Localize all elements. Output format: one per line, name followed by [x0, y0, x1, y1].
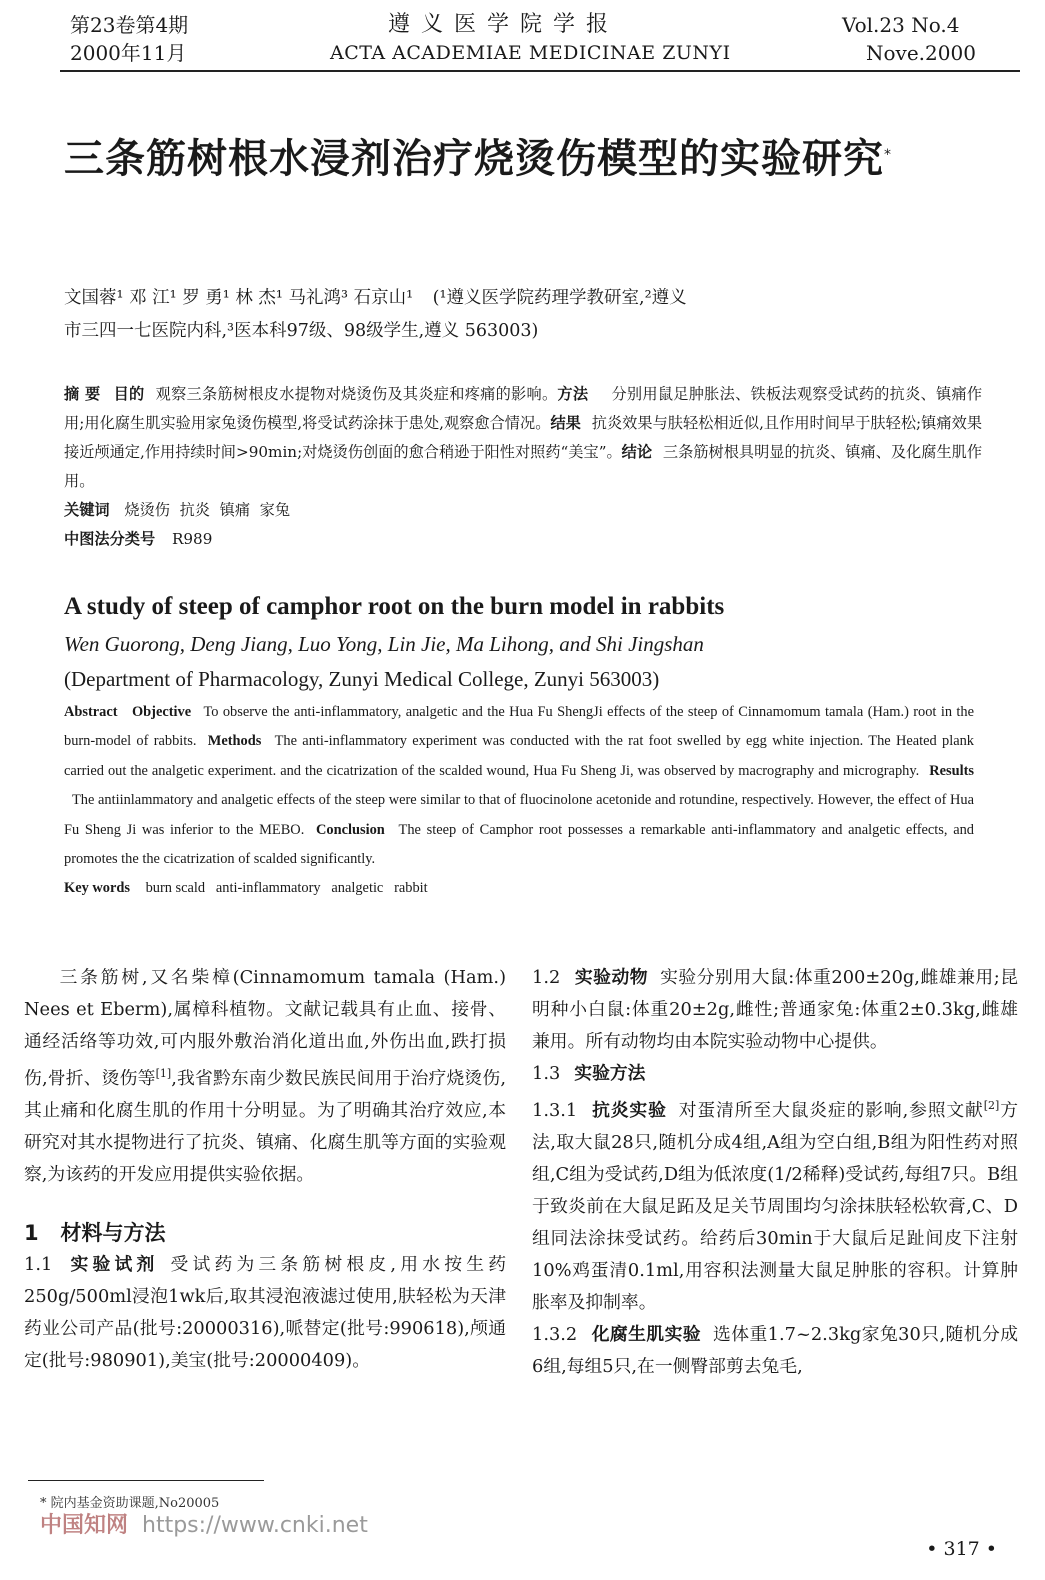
s13-title: 实验方法 [574, 1063, 646, 1084]
left-column [24, 962, 506, 1377]
section-1-3 [532, 1058, 1018, 1090]
en-methods-label: Methods [207, 733, 262, 750]
objective-label: 目的 [113, 385, 145, 403]
section-1-3-1 [532, 1090, 1018, 1319]
journal-title-cn: 遵 义 医 学 院 学 报 [388, 12, 610, 37]
title-footnote-marker: * [884, 147, 892, 163]
article-title [64, 132, 1004, 186]
s11-text: 受试药为三条筋树根皮,用水按生药250g/500ml浸泡1wk后,取其浸泡液滤过使用,肤轻松为天津药业公司产品(批号:20000316),哌替定(批号:990618),颅通定(批号:980901),美宝(批号:20000409)。 [24, 1253, 506, 1371]
s12-title: 实验动物 [574, 967, 649, 988]
s131-ref: [2] [983, 1099, 1000, 1112]
s12-text: 实验分别用大鼠:体重200±20g,雌雄兼用;昆明种小白鼠:体重20±2g,雌性;普通家兔:体重2±0.3kg,雌雄兼用。所有动物均由本院实验动物中心提供。 [532, 967, 1018, 1052]
footnote: * 院内基金资助课题,No20005 [40, 1496, 220, 1511]
conclusion-label: 结论 [621, 443, 653, 461]
intro-ref: [1] [155, 1067, 172, 1080]
s11-title: 实验试剂 [66, 1253, 159, 1275]
s132-title: 化腐生肌实验 [591, 1323, 702, 1345]
abstract-cn [64, 380, 982, 554]
keywords-label: 关键词 [64, 501, 110, 519]
date-en: Nove.2000 [866, 41, 976, 65]
page-number: • 317 • [926, 1538, 997, 1560]
section-1-1 [24, 1249, 506, 1377]
s11-number: 1.1 [24, 1253, 53, 1275]
en-conclusion-text: The steep of Camphor root possesses a remarkable anti-inflammatory and analgetic effects, and promotes the the cicatrization of scalded significantly. [64, 821, 974, 868]
en-objective-label: Objective [131, 704, 192, 720]
watermark-brand: 中国知网 [40, 1513, 129, 1538]
clc-label: 中图法分类号 [64, 530, 156, 548]
methods-label: 方法 [557, 385, 589, 403]
authors-line-2: 市三四一七医院内科,³医本科97级、98级学生,遵义 563003) [64, 321, 539, 341]
intro-paragraph [24, 962, 506, 1191]
en-abstract-label: Abstract [64, 704, 118, 720]
volume-issue-cn: 第23卷第4期 [70, 13, 189, 37]
en-keywords-text: burn scald anti-inflammatory analgetic rabbit [145, 880, 428, 897]
cnki-watermark [40, 1508, 368, 1539]
en-objective-text: To observe the anti-inflammatory, analgetic and the Hua Fu ShengJi effects of the steep of Cinnamomum tamala (Ham.) root in the burn-model of rabbits. [64, 704, 974, 750]
s131-text-b: 方法,取大鼠28只,随机分成4组,A组为空白组,B组为阳性药对照组,C组为受试药,D组为低浓度(1/2稀释)受试药,每组7只。B组于致炎前在大鼠足跖及足关节周围均匀涂抹肤轻松软膏,C、D组同法涂抹受试药。给药后30min于大鼠后足趾间皮下注射10%鸡蛋清0.1ml,用容积法测量大鼠足肿胀的容积。计算肿胀率及抑制率。 [532, 1099, 1018, 1313]
author-names: 文国蓉¹ 邓 江¹ 罗 勇¹ 林 杰¹ 马礼鸿³ 石京山¹ [64, 288, 414, 308]
intro-text-a: 三条筋树,又名柴樟(Cinnamomum tamala (Ham.) Nees et Eberm),属樟科植物。文献记载具有止血、接骨、通经活络等功效,可内服外敷治消化道出血,外伤出血,跌打损伤,骨折、烫伤等 [24, 967, 506, 1089]
results-text: 抗炎效果与肤轻松相近似,且作用时间早于肤轻松;镇痛效果接近颅通定,作用持续时间>90min;对烧烫伤创面的愈合稍逊于阳性对照药“美宝”。 [64, 414, 983, 461]
s13-number: 1.3 [532, 1063, 561, 1084]
abstract-label: 摘 要 [64, 385, 101, 403]
s131-text-a: 对蛋清所至大鼠炎症的影响,参照文献 [678, 1099, 984, 1121]
english-authors: Wen Guorong, Deng Jiang, Luo Yong, Lin Jie, Ma Lihong, and Shi Jingshan [64, 632, 704, 656]
en-methods-text: The anti-inflammatory experiment was conducted with the rat foot swelled by egg white injection. The Heated plank carried out the analgetic experiment. and the cicatrization of the scalded wound, Hua Fu Sheng Ji, was observed by macrography and micrography. [64, 733, 974, 779]
s131-title: 抗炎实验 [591, 1099, 667, 1121]
affiliation-start: (¹遵义医学院药理学教研室,²遵义 [432, 288, 687, 308]
footnote-rule [28, 1480, 264, 1481]
watermark-url: https://www.cnki.net [142, 1513, 368, 1538]
article-title-text: 三条筋树根水浸剂治疗烧烫伤模型的实验研究 [64, 136, 884, 182]
english-affiliation: (Department of Pharmacology, Zunyi Medical College, Zunyi 563003) [64, 667, 660, 691]
header-rule [60, 70, 1020, 72]
s132-number: 1.3.2 [532, 1323, 578, 1345]
english-title: A study of steep of camphor root on the burn model in rabbits [64, 593, 725, 620]
right-column [532, 962, 1018, 1383]
en-keywords-label: Key words [64, 880, 130, 897]
s131-number: 1.3.1 [532, 1099, 578, 1121]
clc-number: R989 [171, 530, 213, 548]
volume-issue-en: Vol.23 No.4 [842, 13, 960, 37]
keywords-text: 烧烫伤 抗炎 镇痛 家兔 [124, 501, 291, 519]
section-1-3-2 [532, 1319, 1018, 1383]
en-results-text: The antiinlammatory and analgetic effects of the steep were similar to that of fluocinolone acetonide and rotundine, respectively. However, the effect of Hua Fu Sheng Ji was inferior to the MEBO. [64, 792, 974, 838]
authors-block [64, 282, 994, 348]
en-results-label: Results [929, 762, 974, 779]
section-1-heading: 1 材料与方法 [24, 1220, 166, 1245]
objective-text: 观察三条筋树根皮水提物对烧烫伤及其炎症和疼痛的影响。 [155, 385, 558, 403]
methods-text: 分别用鼠足肿胀法、铁板法观察受试药的抗炎、镇痛作用;用化腐生肌实验用家兔烫伤模型,将受试药涂抹于患处,观察愈合情况。 [64, 385, 983, 432]
results-label: 结果 [550, 414, 581, 432]
authors-line-1 [64, 282, 994, 315]
en-conclusion-label: Conclusion [316, 821, 385, 838]
intro-text-b: ,我省黔东南少数民族民间用于治疗烧烫伤,其止痛和化腐生肌的作用十分明显。为了明确其治疗效应,本研究对其水提物进行了抗炎、镇痛、化腐生肌等方面的实验观察,为该药的开发应用提供实验依据。 [24, 1067, 506, 1185]
journal-title-en: ACTA ACADEMIAE MEDICINAE ZUNYI [330, 42, 731, 64]
s132-text: 选体重1.7~2.3kg家兔30只,随机分成6组,每组5只,在一侧臀部剪去兔毛, [532, 1323, 1018, 1377]
date-cn: 2000年11月 [70, 41, 187, 65]
english-abstract [64, 698, 974, 904]
conclusion-text: 三条筋树根具明显的抗炎、镇痛、及化腐生肌作用。 [64, 443, 983, 490]
s12-number: 1.2 [532, 967, 561, 988]
section-1-2 [532, 962, 1018, 1058]
